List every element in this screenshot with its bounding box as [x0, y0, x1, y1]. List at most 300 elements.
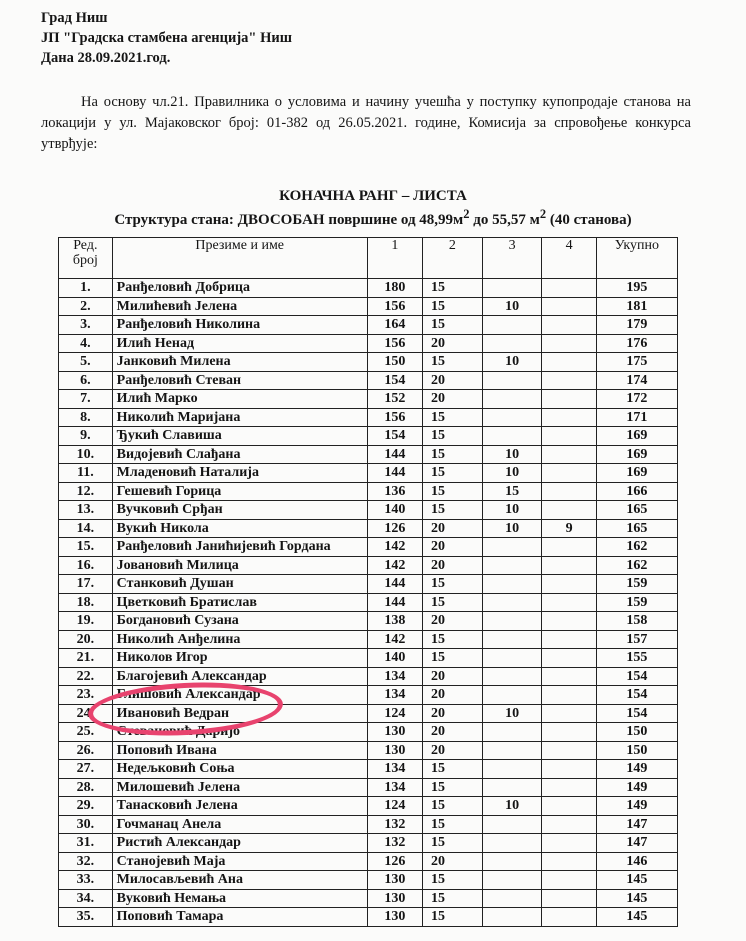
cell-total: 146: [596, 852, 677, 871]
cell-criterion-3: [482, 686, 542, 705]
cell-full-name: Видојевић Слађана: [112, 445, 367, 464]
cell-criterion-4: [542, 575, 596, 594]
cell-total: 159: [596, 575, 677, 594]
table-row: [59, 464, 678, 483]
cell-criterion-4: [542, 501, 596, 520]
cell-total: 171: [596, 408, 677, 427]
cell-criterion-1: 156: [367, 334, 422, 353]
cell-criterion-2: 15: [423, 427, 483, 446]
table-row: [59, 630, 678, 649]
cell-criterion-1: 144: [367, 593, 422, 612]
cell-full-name: Милошевић Јелена: [112, 778, 367, 797]
cell-criterion-3: [482, 760, 542, 779]
cell-criterion-2: 15: [423, 760, 483, 779]
cell-full-name: Младеновић Наталија: [112, 464, 367, 483]
cell-criterion-3: 10: [482, 501, 542, 520]
cell-criterion-1: 130: [367, 741, 422, 760]
cell-criterion-1: 130: [367, 871, 422, 890]
cell-total: 169: [596, 445, 677, 464]
table-row: [59, 445, 678, 464]
cell-criterion-1: 134: [367, 667, 422, 686]
cell-total: 176: [596, 334, 677, 353]
header-criterion-1: 1: [367, 238, 422, 279]
cell-criterion-4: [542, 723, 596, 742]
cell-criterion-1: 124: [367, 704, 422, 723]
structure-middle: до 55,57 м: [469, 212, 540, 228]
cell-rank-number: 23.: [59, 686, 113, 705]
cell-full-name: Станојевић Маја: [112, 852, 367, 871]
cell-full-name: Ивановић Ведран: [112, 704, 367, 723]
cell-criterion-2: 20: [423, 612, 483, 631]
cell-criterion-4: [542, 464, 596, 483]
cell-total: 179: [596, 316, 677, 335]
intro-text: На основу чл.21. Правилника о условима и начину учешћа у поступку купопродаје станова на локацији у ул. Мајаковског број: 01-382 од 26.05.2021. године, Комисија за спровођење конкурса утврђује:: [41, 94, 691, 152]
table-row: [59, 519, 678, 538]
cell-rank-number: 31.: [59, 834, 113, 853]
cell-rank-number: 25.: [59, 723, 113, 742]
cell-full-name: Ранђеловић Добрица: [112, 279, 367, 298]
cell-total: 149: [596, 778, 677, 797]
table-row: [59, 390, 678, 409]
cell-total: 166: [596, 482, 677, 501]
cell-total: 174: [596, 371, 677, 390]
table-row: [59, 778, 678, 797]
cell-full-name: Глишовић Александар: [112, 686, 367, 705]
cell-criterion-4: [542, 334, 596, 353]
cell-criterion-1: 140: [367, 649, 422, 668]
document-title: КОНАЧНА РАНГ – ЛИСТА: [279, 188, 467, 204]
cell-criterion-1: 180: [367, 279, 422, 298]
table-row: [59, 556, 678, 575]
cell-rank-number: 1.: [59, 279, 113, 298]
cell-total: 155: [596, 649, 677, 668]
header-total: Укупно: [596, 238, 677, 279]
cell-full-name: Вукић Никола: [112, 519, 367, 538]
cell-criterion-4: [542, 427, 596, 446]
cell-rank-number: 20.: [59, 630, 113, 649]
cell-criterion-4: [542, 778, 596, 797]
table-row: [59, 667, 678, 686]
table-row: [59, 279, 678, 298]
cell-full-name: Ристић Александар: [112, 834, 367, 853]
cell-criterion-4: [542, 686, 596, 705]
cell-criterion-2: 15: [423, 316, 483, 335]
table-row: [59, 427, 678, 446]
cell-criterion-3: [482, 575, 542, 594]
cell-criterion-4: [542, 612, 596, 631]
cell-total: 150: [596, 723, 677, 742]
cell-criterion-2: 15: [423, 630, 483, 649]
cell-criterion-4: [542, 704, 596, 723]
cell-rank-number: 5.: [59, 353, 113, 372]
cell-criterion-2: 15: [423, 482, 483, 501]
cell-criterion-4: [542, 556, 596, 575]
cell-criterion-1: 150: [367, 353, 422, 372]
table-row: [59, 815, 678, 834]
cell-rank-number: 18.: [59, 593, 113, 612]
cell-full-name: Поповић Тамара: [112, 908, 367, 927]
header-date: Дана 28.09.2021.год.: [41, 50, 171, 66]
cell-total: 154: [596, 686, 677, 705]
cell-full-name: Илић Марко: [112, 390, 367, 409]
cell-criterion-2: 15: [423, 797, 483, 816]
structure-suffix: (40 станова): [546, 212, 632, 228]
cell-criterion-2: 15: [423, 464, 483, 483]
cell-criterion-3: 10: [482, 297, 542, 316]
table-row: [59, 889, 678, 908]
cell-full-name: Вучковић Срђан: [112, 501, 367, 520]
cell-criterion-1: 126: [367, 519, 422, 538]
cell-total: 147: [596, 815, 677, 834]
cell-criterion-2: 15: [423, 297, 483, 316]
cell-criterion-3: [482, 316, 542, 335]
cell-criterion-2: 20: [423, 538, 483, 557]
cell-total: 149: [596, 760, 677, 779]
cell-criterion-4: [542, 852, 596, 871]
cell-criterion-1: 138: [367, 612, 422, 631]
cell-criterion-1: 134: [367, 778, 422, 797]
cell-criterion-2: 20: [423, 686, 483, 705]
cell-rank-number: 27.: [59, 760, 113, 779]
cell-rank-number: 4.: [59, 334, 113, 353]
cell-criterion-4: [542, 871, 596, 890]
cell-criterion-4: [542, 667, 596, 686]
cell-rank-number: 34.: [59, 889, 113, 908]
cell-criterion-4: [542, 538, 596, 557]
cell-total: 162: [596, 538, 677, 557]
ranking-table: [58, 237, 678, 927]
cell-total: 145: [596, 871, 677, 890]
cell-rank-number: 17.: [59, 575, 113, 594]
cell-rank-number: 26.: [59, 741, 113, 760]
table-row: [59, 612, 678, 631]
cell-criterion-3: [482, 427, 542, 446]
cell-criterion-3: [482, 815, 542, 834]
table-row: [59, 834, 678, 853]
cell-criterion-2: 15: [423, 834, 483, 853]
table-row: [59, 297, 678, 316]
cell-criterion-2: 15: [423, 871, 483, 890]
cell-full-name: Милићевић Јелена: [112, 297, 367, 316]
cell-full-name: Стевановић Даријо: [112, 723, 367, 742]
cell-rank-number: 33.: [59, 871, 113, 890]
cell-criterion-3: [482, 741, 542, 760]
cell-criterion-3: [482, 778, 542, 797]
header-criterion-4: 4: [542, 238, 596, 279]
intro-paragraph: [41, 92, 691, 155]
cell-total: 145: [596, 889, 677, 908]
cell-full-name: Николић Маријана: [112, 408, 367, 427]
cell-criterion-3: [482, 390, 542, 409]
cell-criterion-3: 15: [482, 482, 542, 501]
cell-rank-number: 29.: [59, 797, 113, 816]
cell-criterion-3: [482, 834, 542, 853]
cell-criterion-1: 134: [367, 760, 422, 779]
cell-criterion-3: 10: [482, 464, 542, 483]
cell-total: 154: [596, 704, 677, 723]
cell-total: 175: [596, 353, 677, 372]
cell-total: 169: [596, 427, 677, 446]
cell-criterion-4: [542, 445, 596, 464]
table-row: [59, 871, 678, 890]
cell-criterion-3: 10: [482, 704, 542, 723]
cell-total: 165: [596, 501, 677, 520]
cell-criterion-3: 10: [482, 353, 542, 372]
cell-criterion-1: 152: [367, 390, 422, 409]
cell-criterion-2: 15: [423, 908, 483, 927]
cell-criterion-3: [482, 538, 542, 557]
table-row: [59, 575, 678, 594]
cell-criterion-2: 15: [423, 501, 483, 520]
cell-criterion-1: 126: [367, 852, 422, 871]
cell-criterion-4: [542, 593, 596, 612]
cell-criterion-1: 144: [367, 464, 422, 483]
cell-full-name: Благојевић Александар: [112, 667, 367, 686]
header-criterion-3: 3: [482, 238, 542, 279]
cell-criterion-4: [542, 279, 596, 298]
cell-full-name: Недељковић Соња: [112, 760, 367, 779]
cell-rank-number: 35.: [59, 908, 113, 927]
cell-criterion-4: [542, 908, 596, 927]
cell-criterion-3: [482, 334, 542, 353]
cell-criterion-4: [542, 834, 596, 853]
cell-rank-number: 13.: [59, 501, 113, 520]
letter-header: [41, 8, 292, 68]
cell-rank-number: 3.: [59, 316, 113, 335]
cell-criterion-2: 20: [423, 519, 483, 538]
table-row: [59, 408, 678, 427]
cell-total: 162: [596, 556, 677, 575]
cell-criterion-2: 20: [423, 556, 483, 575]
area-min-unit-exponent: 2: [463, 207, 470, 221]
cell-criterion-4: [542, 815, 596, 834]
cell-criterion-2: 15: [423, 279, 483, 298]
cell-criterion-2: 20: [423, 741, 483, 760]
cell-criterion-3: 10: [482, 797, 542, 816]
cell-criterion-2: 20: [423, 723, 483, 742]
cell-criterion-2: 15: [423, 408, 483, 427]
cell-total: 158: [596, 612, 677, 631]
header-rank-number: Ред. број: [59, 238, 113, 279]
cell-rank-number: 16.: [59, 556, 113, 575]
table-row: [59, 852, 678, 871]
cell-rank-number: 24.: [59, 704, 113, 723]
cell-criterion-4: [542, 482, 596, 501]
table-row: [59, 482, 678, 501]
cell-criterion-4: [542, 371, 596, 390]
table-row: [59, 593, 678, 612]
cell-total: 157: [596, 630, 677, 649]
cell-criterion-2: 20: [423, 390, 483, 409]
cell-full-name: Вуковић Немања: [112, 889, 367, 908]
cell-criterion-3: [482, 667, 542, 686]
table-row: [59, 371, 678, 390]
cell-criterion-3: [482, 371, 542, 390]
cell-criterion-3: [482, 649, 542, 668]
cell-criterion-4: [542, 390, 596, 409]
cell-full-name: Ђукић Славиша: [112, 427, 367, 446]
header-agency: ЈП "Градска стамбена агенција" Ниш: [41, 30, 292, 46]
cell-total: 159: [596, 593, 677, 612]
table-row: [59, 741, 678, 760]
cell-full-name: Николов Игор: [112, 649, 367, 668]
cell-rank-number: 19.: [59, 612, 113, 631]
cell-criterion-3: [482, 612, 542, 631]
area-max-unit-exponent: 2: [539, 207, 547, 221]
cell-criterion-1: 144: [367, 575, 422, 594]
cell-total: 149: [596, 797, 677, 816]
cell-full-name: Гешевић Горица: [112, 482, 367, 501]
cell-criterion-2: 15: [423, 649, 483, 668]
cell-total: 145: [596, 908, 677, 927]
cell-total: 150: [596, 741, 677, 760]
cell-criterion-4: [542, 353, 596, 372]
cell-criterion-1: 156: [367, 297, 422, 316]
cell-criterion-3: [482, 908, 542, 927]
cell-criterion-2: 15: [423, 575, 483, 594]
table-row: [59, 501, 678, 520]
cell-full-name: Ранђеловић Николина: [112, 316, 367, 335]
cell-criterion-1: 154: [367, 427, 422, 446]
cell-criterion-2: 20: [423, 334, 483, 353]
cell-full-name: Јовановић Милица: [112, 556, 367, 575]
cell-criterion-1: 142: [367, 630, 422, 649]
cell-total: 165: [596, 519, 677, 538]
apartment-structure-line: [0, 207, 746, 229]
cell-criterion-2: 15: [423, 778, 483, 797]
cell-full-name: Цветковић Братислав: [112, 593, 367, 612]
cell-total: 147: [596, 834, 677, 853]
table-header-row: [59, 238, 678, 279]
table-row: [59, 649, 678, 668]
table-row: [59, 908, 678, 927]
cell-criterion-4: 9: [542, 519, 596, 538]
cell-criterion-3: [482, 852, 542, 871]
cell-criterion-1: 132: [367, 834, 422, 853]
cell-criterion-4: [542, 649, 596, 668]
cell-rank-number: 15.: [59, 538, 113, 557]
cell-criterion-3: [482, 593, 542, 612]
cell-rank-number: 8.: [59, 408, 113, 427]
cell-criterion-4: [542, 408, 596, 427]
cell-full-name: Николић Анђелина: [112, 630, 367, 649]
cell-criterion-1: 130: [367, 889, 422, 908]
cell-criterion-1: 136: [367, 482, 422, 501]
table-row: [59, 760, 678, 779]
cell-total: 181: [596, 297, 677, 316]
cell-criterion-3: [482, 556, 542, 575]
cell-full-name: Танасковић Јелена: [112, 797, 367, 816]
cell-rank-number: 32.: [59, 852, 113, 871]
cell-criterion-2: 15: [423, 445, 483, 464]
cell-criterion-1: 130: [367, 723, 422, 742]
cell-criterion-1: 140: [367, 501, 422, 520]
cell-criterion-2: 20: [423, 852, 483, 871]
cell-criterion-4: [542, 316, 596, 335]
cell-criterion-1: 134: [367, 686, 422, 705]
cell-criterion-1: 142: [367, 556, 422, 575]
cell-full-name: Ранђеловић Стеван: [112, 371, 367, 390]
cell-full-name: Илић Ненад: [112, 334, 367, 353]
cell-rank-number: 21.: [59, 649, 113, 668]
cell-total: 154: [596, 667, 677, 686]
cell-full-name: Јанковић Милена: [112, 353, 367, 372]
cell-criterion-1: 124: [367, 797, 422, 816]
cell-criterion-1: 130: [367, 908, 422, 927]
cell-full-name: Богдановић Сузана: [112, 612, 367, 631]
cell-total: 169: [596, 464, 677, 483]
cell-total: 172: [596, 390, 677, 409]
cell-criterion-4: [542, 741, 596, 760]
cell-criterion-3: [482, 279, 542, 298]
cell-criterion-2: 15: [423, 353, 483, 372]
cell-criterion-1: 154: [367, 371, 422, 390]
cell-rank-number: 30.: [59, 815, 113, 834]
cell-criterion-1: 156: [367, 408, 422, 427]
cell-criterion-3: [482, 723, 542, 742]
cell-criterion-2: 20: [423, 704, 483, 723]
header-criterion-2: 2: [423, 238, 483, 279]
table-row: [59, 538, 678, 557]
cell-criterion-1: 144: [367, 445, 422, 464]
cell-criterion-2: 20: [423, 667, 483, 686]
header-full-name: Презиме и име: [112, 238, 367, 279]
cell-criterion-1: 142: [367, 538, 422, 557]
cell-rank-number: 2.: [59, 297, 113, 316]
cell-rank-number: 6.: [59, 371, 113, 390]
cell-rank-number: 10.: [59, 445, 113, 464]
cell-full-name: Поповић Ивана: [112, 741, 367, 760]
cell-rank-number: 28.: [59, 778, 113, 797]
table-row: [59, 353, 678, 372]
cell-criterion-3: 10: [482, 445, 542, 464]
cell-rank-number: 12.: [59, 482, 113, 501]
table-row: [59, 797, 678, 816]
cell-criterion-2: 15: [423, 889, 483, 908]
cell-criterion-3: [482, 408, 542, 427]
cell-rank-number: 7.: [59, 390, 113, 409]
cell-rank-number: 14.: [59, 519, 113, 538]
table-row: [59, 334, 678, 353]
cell-criterion-4: [542, 297, 596, 316]
cell-full-name: Гочманац Анела: [112, 815, 367, 834]
cell-criterion-2: 20: [423, 371, 483, 390]
cell-criterion-4: [542, 630, 596, 649]
cell-criterion-2: 15: [423, 815, 483, 834]
cell-criterion-3: [482, 630, 542, 649]
cell-criterion-1: 132: [367, 815, 422, 834]
cell-criterion-1: 164: [367, 316, 422, 335]
cell-rank-number: 9.: [59, 427, 113, 446]
cell-criterion-3: [482, 871, 542, 890]
cell-criterion-4: [542, 797, 596, 816]
cell-full-name: Станковић Душан: [112, 575, 367, 594]
header-city: Град Ниш: [41, 10, 108, 26]
cell-full-name: Ранђеловић Јанићијевић Гордана: [112, 538, 367, 557]
cell-rank-number: 22.: [59, 667, 113, 686]
cell-criterion-4: [542, 760, 596, 779]
table-row: [59, 316, 678, 335]
structure-prefix: Структура стана: ДВОСОБАН површине од 48,99м: [114, 212, 464, 228]
cell-criterion-3: 10: [482, 519, 542, 538]
table-body: [59, 279, 678, 927]
cell-full-name: Милосављевић Ана: [112, 871, 367, 890]
cell-criterion-2: 15: [423, 593, 483, 612]
cell-criterion-4: [542, 889, 596, 908]
cell-criterion-3: [482, 889, 542, 908]
cell-rank-number: 11.: [59, 464, 113, 483]
cell-total: 195: [596, 279, 677, 298]
